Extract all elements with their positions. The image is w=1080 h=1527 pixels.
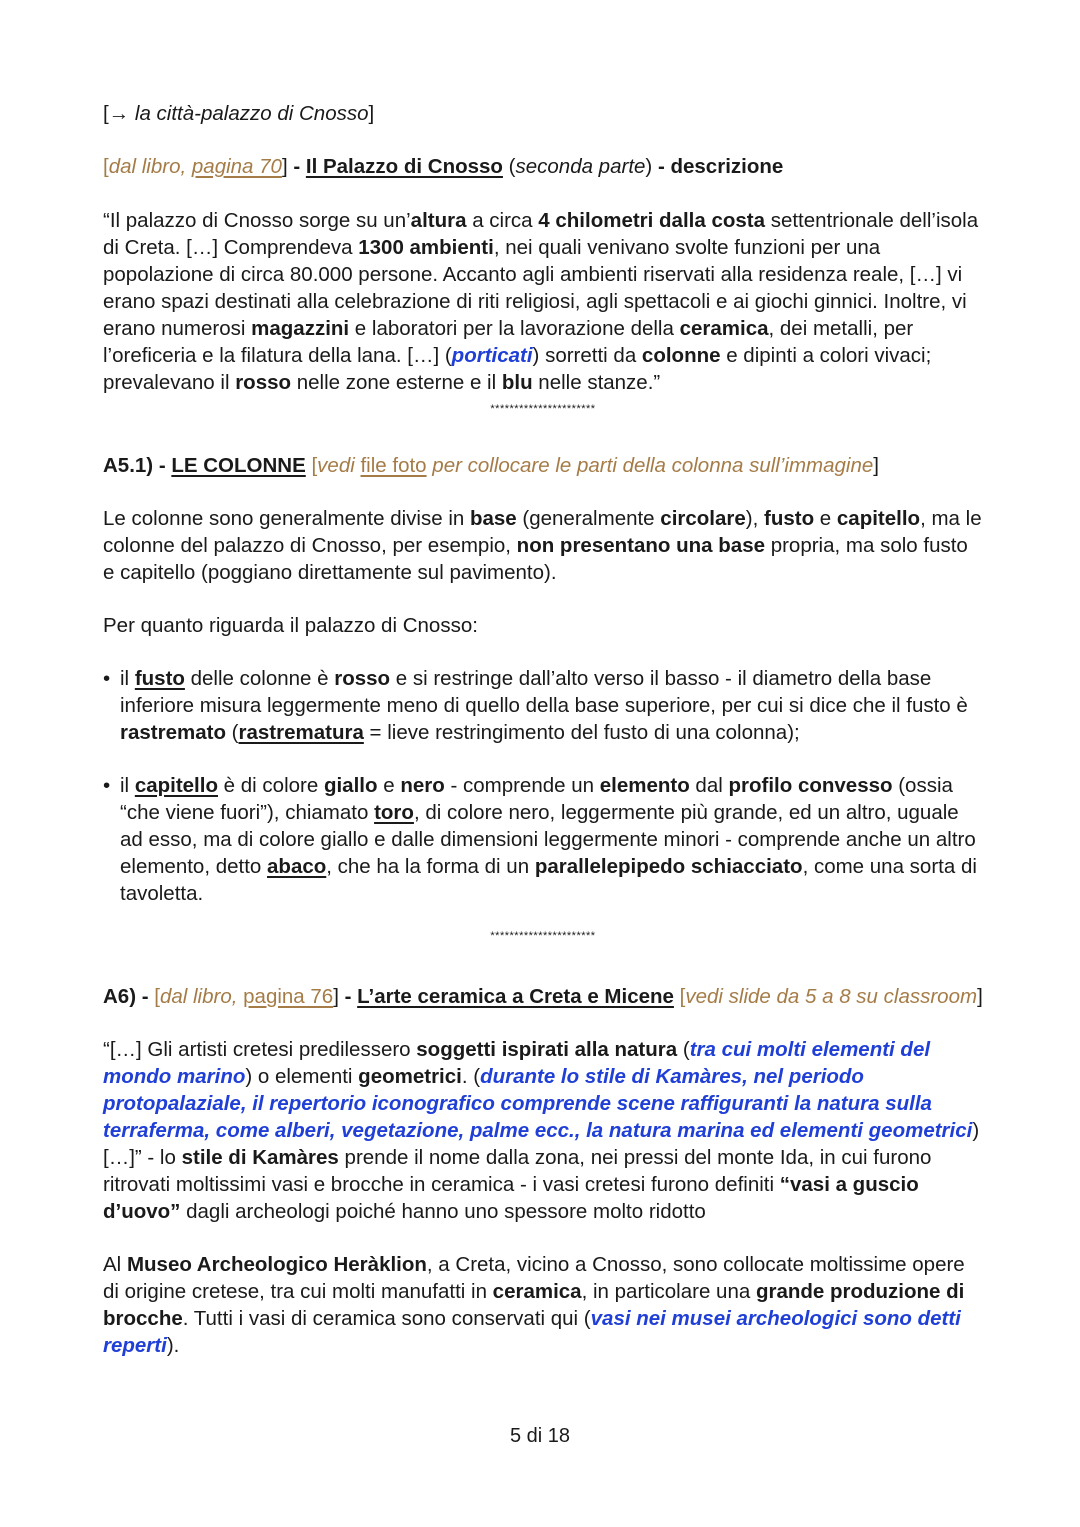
museum-paragraph: Al Museo Archeologico Heràklion, a Creta, vicino a Cnosso, sono collocate moltissime opere di origine cretese, tra cui molti manufatti in ceramica, in particolare una grande produzione di brocche. Tutti i vasi di ceramica sono conservati qui (vasi nei musei archeologici sono detti reperti).: [103, 1253, 965, 1357]
section1-title: Il Palazzo di Cnosso: [305, 155, 503, 178]
separator: **********************: [490, 403, 596, 415]
section3-heading: A6) - [dal libro, pagina 76] - L’arte ceramica a Creta e Micene [vedi slide da 5 a 8 su classroom]: [103, 985, 983, 1008]
document-page: [103, 100, 983, 1359]
arrow-icon: →: [108, 102, 130, 125]
section1-heading: [dal libro, pagina 70] - Il Palazzo di Cnosso (seconda parte) - descrizione: [103, 155, 784, 178]
nav-reference: [→ la città-palazzo di Cnosso]: [103, 102, 375, 125]
ceramics-paragraph: “[…] Gli artisti cretesi predilessero soggetti ispirati alla natura (tra cui molti elementi del mondo marino) o elementi geometrici. (durante lo stile di Kamàres, nel periodo protopalaziale, il repertorio iconografico comprende scene raffiguranti la natura sulla terraferma, come alberi, vegetazione, palme ecc., la natura marina ed elementi geometrici) […]” - lo stile di Kamàres prende il nome dalla zona, nei pressi del monte Ida, in cui furono ritrovati moltissimi vasi e brocche in ceramica - i vasi cretesi furono definiti “vasi a guscio d’uovo” dagli archeologi poiché hanno uno spessore molto ridotto: [103, 1038, 980, 1223]
list-item-fusto: • il fusto delle colonne è rosso e si restringe dall’alto verso il basso - il diametro della base inferiore misura leggermente meno di quello della base superiore, per cui si dice che il fusto è rastremato (rastrematura = lieve restringimento del fusto di una colonna);: [103, 665, 983, 746]
section2-title: LE COLONNE: [171, 454, 306, 477]
page-indicator: 5 di 18: [509, 1425, 571, 1447]
file-foto-link[interactable]: file foto: [360, 454, 427, 477]
section2-heading: A5.1) - LE COLONNE [vedi file foto per collocare le parti della colonna sull’immagine]: [103, 454, 879, 477]
section3-title: L’arte ceramica a Creta e Micene: [357, 985, 674, 1008]
palace-quote: “Il palazzo di Cnosso sorge su un’altura a circa 4 chilometri dalla costa settentrionale dell’isola di Creta. […] Comprendeva 1300 ambienti, nei quali venivano svolte funzioni per una popolazione di circa 80.000 persone. Accanto agli ambienti riservati alla residenza reale, […] vi erano spazi destinati alla celebrazione di riti religiosi, agli spettacoli e ai giochi ginnici. Inoltre, vi erano numerosi magazzini e laboratori per la lavorazione della ceramica, dei metalli, per l’oreficeria e la filatura della lana. […] (porticati) sorretti da colonne e dipinti a colori vivaci; prevalevano il rosso nelle zone esterne e il blu nelle stanze.”: [103, 209, 979, 394]
columns-intro: Le colonne sono generalmente divise in base (generalmente circolare), fusto e capitello, ma le colonne del palazzo di Cnosso, per esempio, non presentano una base propria, ma solo fusto e capitello (poggiano direttamente sul pavimento).: [103, 507, 982, 584]
separator: **********************: [490, 930, 596, 942]
page-link-76[interactable]: pagina 76: [243, 985, 334, 1008]
list-item-capitello: • il capitello è di colore giallo e nero - comprende un elemento dal profilo convesso (ossia “che viene fuori”), chiamato toro, di colore nero, leggermente più grande, ed un altro, uguale ad esso, ma di colore giallo e dalle dimensioni leggermente minori - comprende anche un altro elemento, detto abaco, che ha la forma di un parallelepipedo schiacciato, come una sorta di tavoletta.: [103, 772, 983, 907]
columns-list: [103, 665, 983, 907]
page-link-70[interactable]: pagina 70: [191, 155, 282, 178]
columns-lead: Per quanto riguarda il palazzo di Cnosso:: [103, 614, 478, 637]
